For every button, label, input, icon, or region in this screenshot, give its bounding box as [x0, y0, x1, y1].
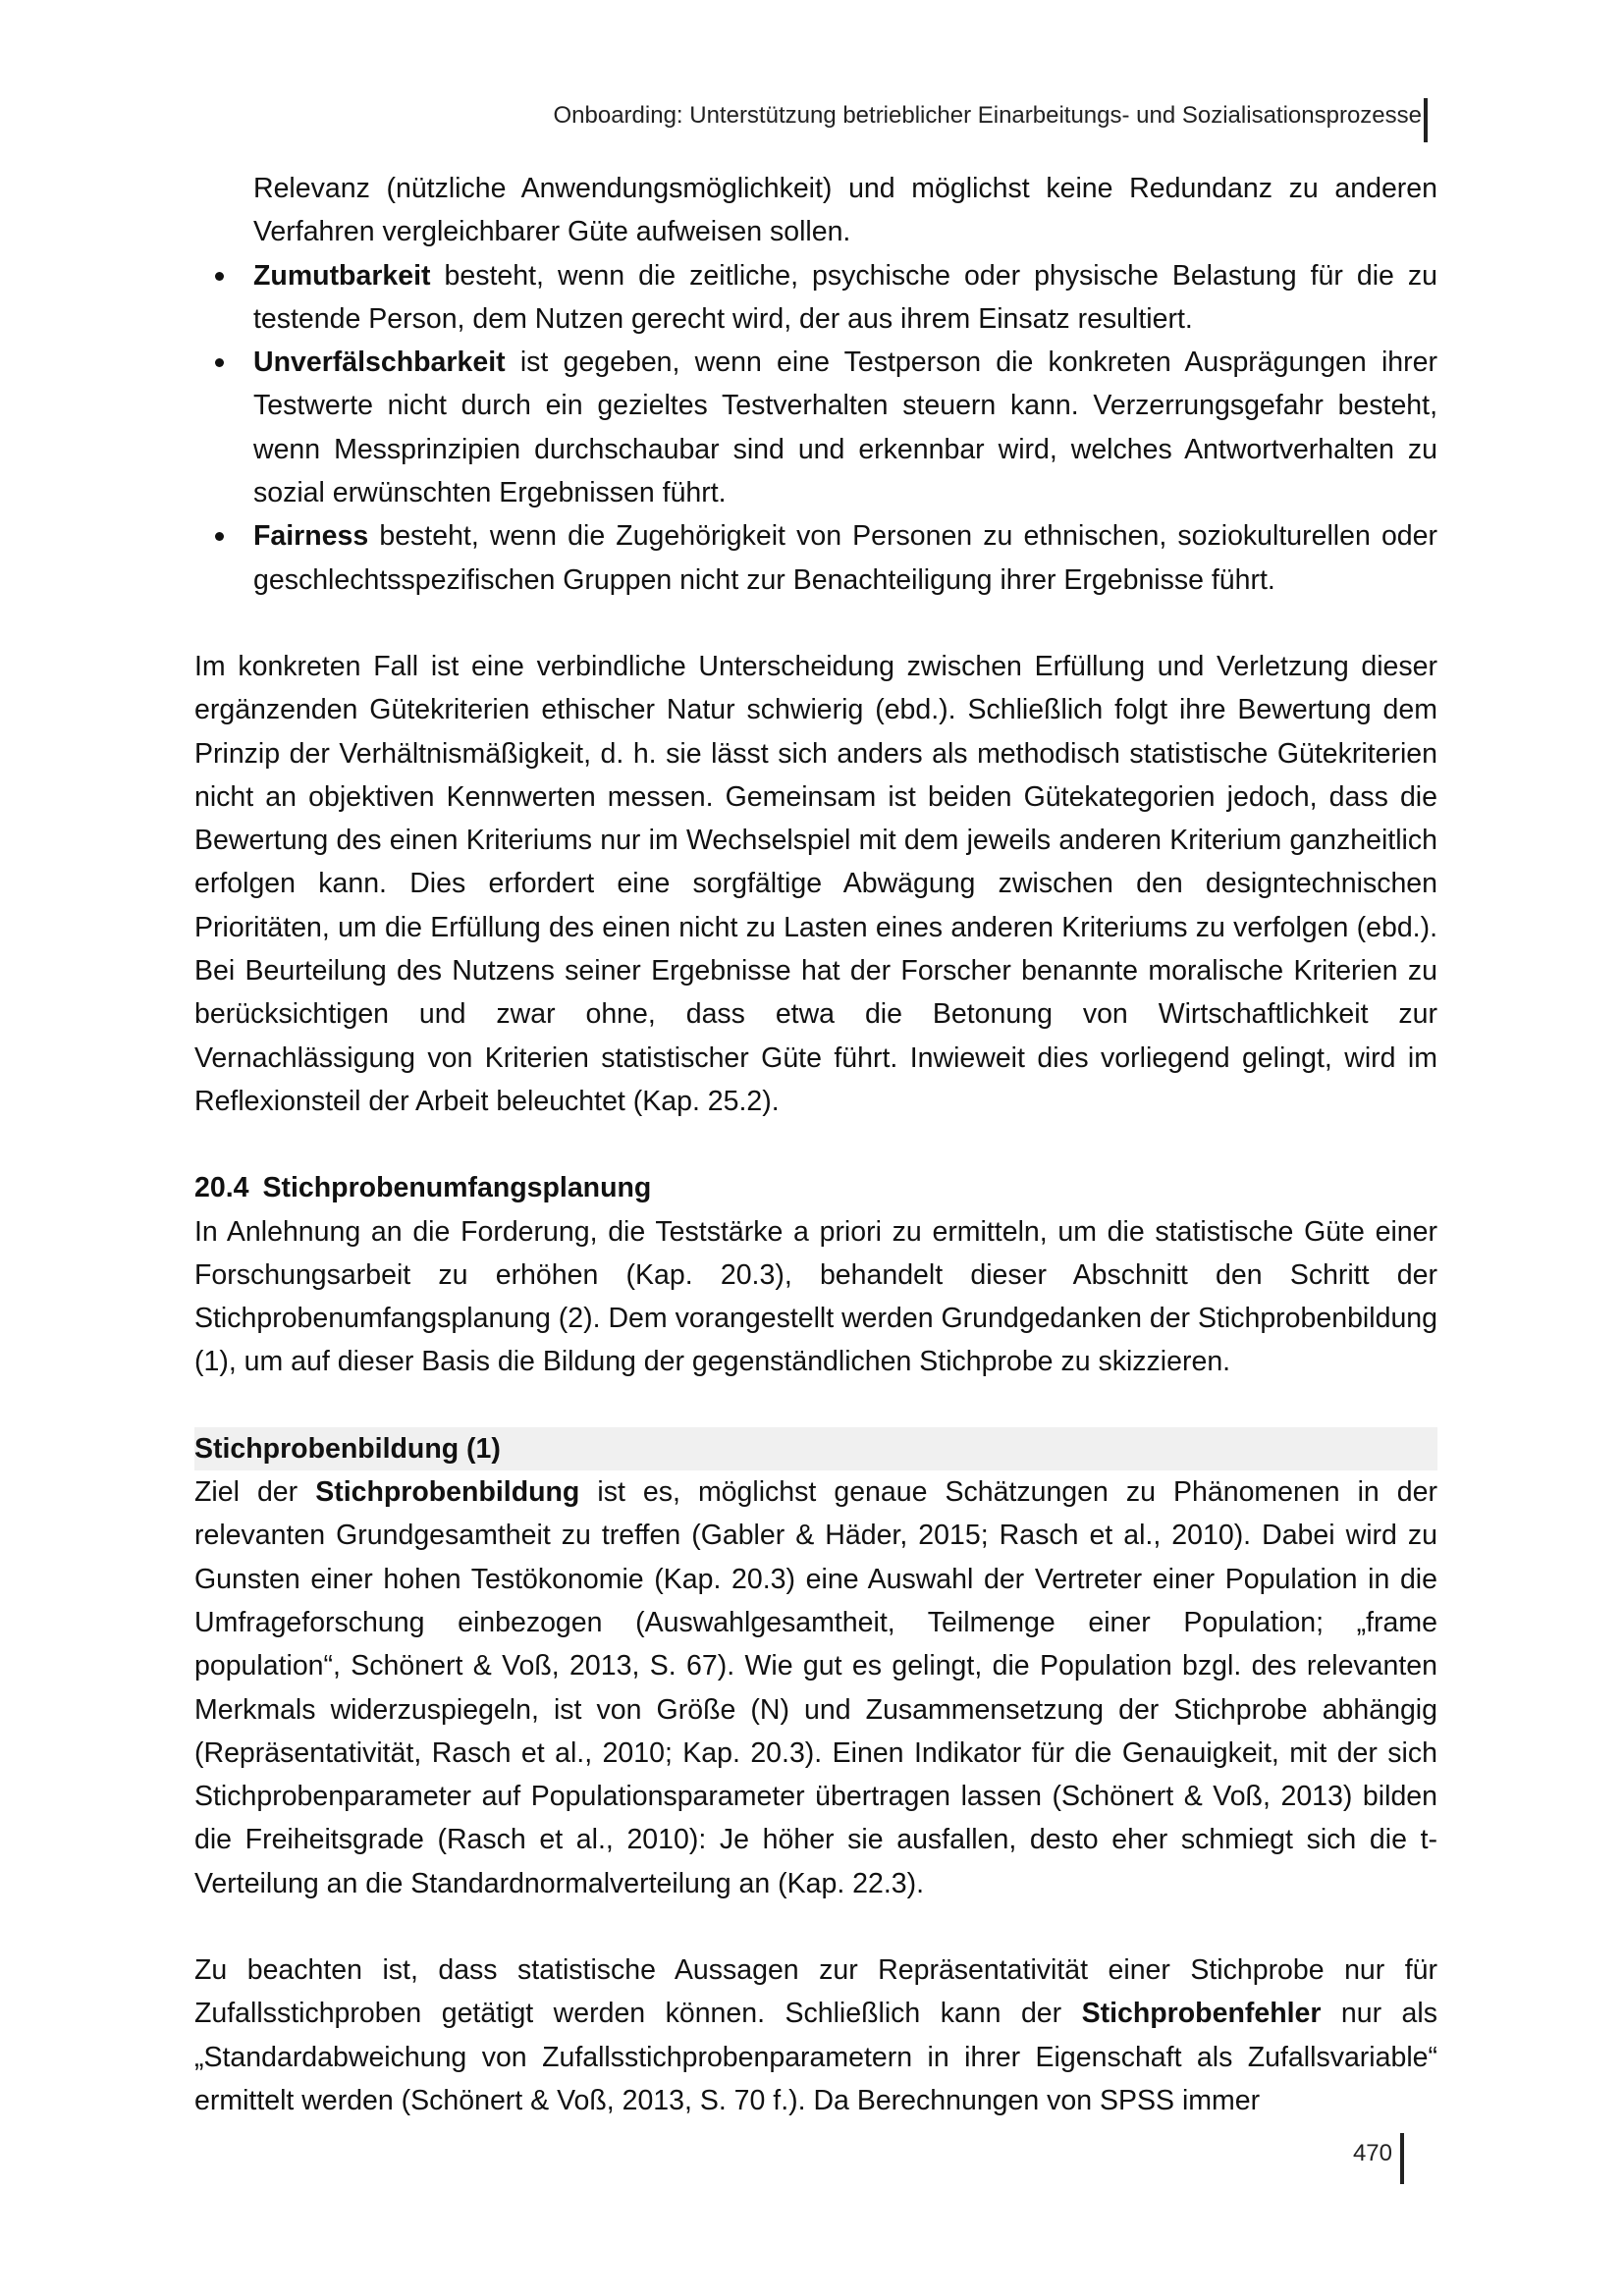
subsection-heading: Stichprobenbildung (1): [194, 1427, 1437, 1470]
list-item-text: besteht, wenn die Zugehörigkeit von Personen zu ethnischen, soziokulturellen oder geschlechtsspezifischen Gruppen nicht zur Benachteiligung ihrer Ergebnisse führt.: [253, 520, 1437, 596]
list-item-text: besteht, wenn die zeitliche, psychische oder physische Belastung für die zu testende Person, dem Nutzen gerecht wird, der aus ihrem Einsatz resultiert.: [253, 259, 1437, 335]
spacer: [194, 602, 1437, 645]
bullet-icon: [215, 532, 224, 541]
continuation-text: Relevanz (nützliche Anwendungsmöglichkeit) und möglichst keine Redundanz zu anderen Verfahren vergleichbarer Güte aufweisen sollen.: [253, 173, 1437, 248]
list-item: [194, 341, 1437, 514]
text-run: nur als „Standardabweichung von Zufallsstichprobenparametern in ihrer Eigenschaft als Zufallsvariable“ ermittelt werden (Schönert & Voß, 2013, S. 70 f.). Da Berechnungen von SPSS immer: [194, 1998, 1437, 2116]
paragraph: Im konkreten Fall ist eine verbindliche Unterscheidung zwischen Erfüllung und Verletzung dieser ergänzenden Gütekriterien ethischer Natur schwierig (ebd.). Schließlich folgt ihre Bewertung dem Prinzip der Verhältnismäßigkeit, d. h. sie lässt sich anders als methodisch statistische Gütekriterien nicht an objektiven Kennwerten messen. Gemeinsam ist beiden Gütekategorien jedoch, dass die Bewertung des einen Kriteriums nur im Wechselspiel mit dem jeweils anderen Kriterium ganzheitlich erfolgen kann. Dies erfordert eine sorgfältige Abwägung zwischen den designtechnischen Prioritäten, um die Erfüllung des einen nicht zu Lasten eines anderen Kriteriums zu verfolgen (ebd.). Bei Beurteilung des Nutzens seiner Ergebnisse hat der Forscher benannte moralische Kriterien zu berücksichtigen und zwar ohne, dass etwa die Betonung von Wirtschaftlichkeit zur Vernachlässigung von Kriterien statistischer Güte führt. Inwieweit dies vorliegend gelingt, wird im Reflexionsteil der Arbeit beleuchtet (Kap. 25.2).: [194, 650, 1437, 1117]
bullet-icon: [215, 272, 224, 281]
term: Fairness: [253, 520, 369, 553]
section-intro: In Anlehnung an die Forderung, die Teststärke a priori zu ermitteln, um die statistische Güte einer Forschungsarbeit zu erhöhen (Kap. 20.3), behandelt dieser Abschnitt den Schritt der Stichprobenumfangsplanung (2). Dem vorangestellt werden Grundgedanken der Stichprobenbildung (1), um auf dieser Basis die Bildung der gegenständlichen Stichprobe zu skizzieren.: [194, 1215, 1437, 1378]
section-title: Stichprobenumfangsplanung: [262, 1172, 652, 1204]
term: Stichprobenfehler: [1081, 1998, 1322, 2030]
list-item: [194, 514, 1437, 602]
text-run: Ziel der: [194, 1476, 316, 1509]
term: Unverfälschbarkeit: [253, 347, 506, 379]
text-run: Zu beachten ist, dass statistische Aussagen zur Repräsentativität einer Stichprobe nur für Zufallsstichproben getätigt werden können. Schließlich kann der: [194, 1953, 1437, 2030]
term: Zumutbarkeit: [253, 259, 431, 292]
bullet-icon: [215, 358, 224, 367]
paragraph: [194, 1949, 1437, 2122]
section-heading: [194, 1166, 1437, 1209]
term: Stichprobenbildung: [315, 1476, 580, 1509]
page-body: [194, 167, 1437, 2122]
section-number: 20.4: [194, 1172, 249, 1204]
text-run: ist es, möglichst genaue Schätzungen zu Phänomenen in der relevanten Grundgesamtheit zu treffen (Gabler & Häder, 2015; Rasch et al., 2010). Dabei wird zu Gunsten einer hohen Testökonomie (Kap. 20.3) eine Auswahl der Vertreter einer Population in die Umfrageforschung einbezogen (Auswahlgesamtheit, Teilmenge einer Population; „frame population“, Schönert & Voß, 2013, S. 67). Wie gut es gelingt, die Population bzgl. des relevanten Merkmals widerzuspiegeln, ist von Größe (N) und Zusammensetzung der Stichprobe abhängig (Repräsentativität, Rasch et al., 2010; Kap. 20.3). Einen Indikator für die Genauigkeit, mit der sich Stichprobenparameter auf Populationsparameter übertragen lassen (Schönert & Voß, 2013) bilden die Freiheitsgrade (Rasch et al., 2010): Je höher sie ausfallen, desto eher schmiegt sich die t-Verteilung an die Standardnormalverteilung an (Kap. 22.3).: [194, 1476, 1438, 1899]
page-number: 470: [1352, 2140, 1392, 2166]
paragraph: [194, 1470, 1437, 1905]
spacer: [194, 1905, 1437, 1949]
spacer: [194, 1384, 1437, 1427]
spacer: [194, 1123, 1437, 1166]
header-rule: [1424, 98, 1428, 142]
list-item-text: ist gegeben, wenn eine Testperson die konkreten Ausprägungen ihrer Testwerte nicht durch ein gezieltes Testverhalten steuern kann. Verzerrungsgefahr besteht, wenn Messprinzipien durchschaubar sind und erkennbar wird, welches Antwortverhalten zu sozial erwünschten Ergebnissen führt.: [253, 347, 1437, 509]
running-header: Onboarding: Unterstützung betrieblicher Einarbeitungs- und Sozialisationsprozesse: [553, 102, 1422, 129]
criteria-list: [194, 254, 1437, 602]
list-item: [194, 254, 1437, 342]
footer-rule: [1400, 2133, 1404, 2184]
